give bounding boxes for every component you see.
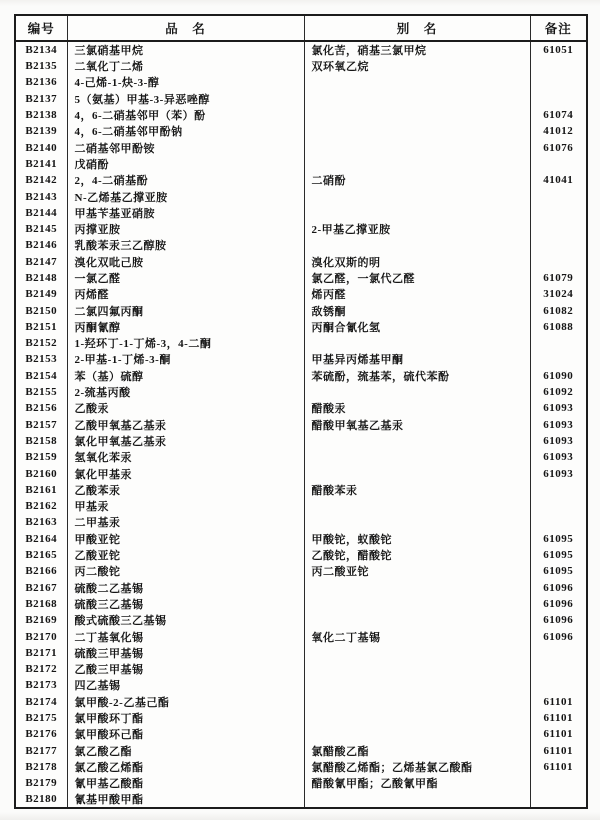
row-name: 乙酸亚铊 (67, 547, 304, 563)
table-row (15, 351, 587, 367)
row-remark (530, 791, 587, 808)
row-code: B2139 (25, 125, 58, 138)
row-name: 氰甲基乙酸酯 (67, 775, 304, 791)
row-alias: 乙酸铊，醋酸铊 (304, 547, 530, 563)
row-code: B2163 (25, 516, 58, 529)
table-row (15, 319, 587, 335)
row-code: B2143 (25, 190, 58, 203)
row-alias (304, 498, 530, 514)
row-name: 氰基甲酸甲酯 (67, 791, 304, 808)
header-row (15, 15, 587, 41)
row-remark (530, 661, 587, 677)
row-alias: 2-甲基乙撑亚胺 (304, 221, 530, 237)
row-code: B2176 (25, 728, 58, 741)
table-row (15, 661, 587, 677)
row-code: B2141 (25, 157, 58, 170)
row-name: 甲酸亚铊 (67, 531, 304, 547)
row-name: 4-己烯-1-炔-3-醇 (67, 74, 304, 90)
row-name: 1-羟环丁-1-丁烯-3，4-二酮 (67, 335, 304, 351)
table-row (15, 547, 587, 563)
row-alias: 氧化二丁基锡 (304, 628, 530, 644)
row-name: 硫酸二乙基锡 (67, 580, 304, 596)
row-remark: 61101 (530, 710, 587, 726)
table-row (15, 58, 587, 74)
table-row (15, 123, 587, 139)
row-alias: 烯丙醛 (304, 286, 530, 302)
row-alias (304, 188, 530, 204)
row-name: 氯甲酸环己酯 (67, 726, 304, 742)
row-remark (530, 91, 587, 107)
row-alias (304, 156, 530, 172)
row-remark (530, 254, 587, 270)
table-row (15, 563, 587, 579)
table-row (15, 91, 587, 107)
chemicals-table (14, 14, 588, 809)
row-code: B2157 (25, 418, 58, 431)
row-alias (304, 237, 530, 253)
row-code: B2140 (25, 141, 58, 154)
table-row (15, 531, 587, 547)
row-code: B2162 (25, 500, 58, 513)
row-alias: 氯乙醛，一氯代乙醛 (304, 270, 530, 286)
row-alias (304, 449, 530, 465)
row-remark: 61093 (530, 465, 587, 481)
row-remark: 61076 (530, 139, 587, 155)
table-header (15, 15, 587, 41)
table-row (15, 694, 587, 710)
row-code: B2153 (25, 353, 58, 366)
row-name: 丙撑亚胺 (67, 221, 304, 237)
table-row (15, 270, 587, 286)
row-remark (530, 498, 587, 514)
table-row (15, 237, 587, 253)
row-name: 氯甲酸环丁酯 (67, 710, 304, 726)
row-code: B2161 (25, 483, 58, 496)
row-remark: 41041 (530, 172, 587, 188)
row-name: 一氯乙醛 (67, 270, 304, 286)
row-code: B2147 (25, 255, 58, 268)
row-name: 硫酸三乙基锡 (67, 596, 304, 612)
table-row (15, 335, 587, 351)
row-remark (530, 645, 587, 661)
row-alias (304, 384, 530, 400)
row-alias: 敌锈酮 (304, 302, 530, 318)
row-name: 乙酸三甲基锡 (67, 661, 304, 677)
row-name: 氯甲酸-2-乙基己酯 (67, 694, 304, 710)
row-code: B2145 (25, 223, 58, 236)
table-row (15, 710, 587, 726)
row-code: B2175 (25, 712, 58, 725)
table-row (15, 139, 587, 155)
row-remark: 61101 (530, 759, 587, 775)
row-alias: 甲酸铊，蚁酸铊 (304, 531, 530, 547)
row-code: B2165 (25, 549, 58, 562)
row-remark: 61096 (530, 628, 587, 644)
row-code: B2179 (25, 777, 58, 790)
row-alias: 醋酸甲氧基乙基汞 (304, 417, 530, 433)
table-row (15, 433, 587, 449)
row-name: 氯化甲氧基乙基汞 (67, 433, 304, 449)
row-name: 丙二酸铊 (67, 563, 304, 579)
row-code: B2169 (25, 614, 58, 627)
row-remark (530, 775, 587, 791)
table-row (15, 465, 587, 481)
table-row (15, 221, 587, 237)
row-code: B2134 (25, 44, 58, 56)
row-remark: 61093 (530, 417, 587, 433)
row-name: 乙酸苯汞 (67, 482, 304, 498)
table-row (15, 791, 587, 808)
row-remark (530, 237, 587, 253)
row-alias: 苯硫酚，巯基苯，硫代苯酚 (304, 368, 530, 384)
row-remark: 61090 (530, 368, 587, 384)
row-alias: 丙二酸亚铊 (304, 563, 530, 579)
row-remark: 61093 (530, 449, 587, 465)
row-alias (304, 710, 530, 726)
row-remark: 61082 (530, 302, 587, 318)
row-code: B2172 (25, 663, 58, 676)
row-remark (530, 188, 587, 204)
row-name: 乳酸苯汞三乙醇胺 (67, 237, 304, 253)
row-remark (530, 58, 587, 74)
row-remark (530, 156, 587, 172)
row-name: 氯化甲基汞 (67, 465, 304, 481)
row-alias (304, 580, 530, 596)
row-name: 5（氨基）甲基-3-异恶唑醇 (67, 91, 304, 107)
table-row (15, 188, 587, 204)
row-name: 氯乙酸乙酯 (67, 742, 304, 758)
row-remark (530, 221, 587, 237)
table-row (15, 449, 587, 465)
row-alias: 甲基异丙烯基甲酮 (304, 351, 530, 367)
table-row (15, 498, 587, 514)
row-code: B2166 (25, 565, 58, 578)
row-code: B2136 (25, 76, 58, 89)
table-row (15, 254, 587, 270)
row-name: N-乙烯基乙撑亚胺 (67, 188, 304, 204)
table-body (15, 41, 587, 808)
row-alias (304, 74, 530, 90)
row-alias: 丙酮合氰化氢 (304, 319, 530, 335)
row-alias: 二硝酚 (304, 172, 530, 188)
row-remark: 61079 (530, 270, 587, 286)
row-code: B2151 (25, 320, 58, 333)
row-remark (530, 677, 587, 693)
row-name: 2，4-二硝基酚 (67, 172, 304, 188)
row-alias: 溴化双斯的明 (304, 254, 530, 270)
row-code: B2174 (25, 695, 58, 708)
row-name: 丙烯醛 (67, 286, 304, 302)
row-remark: 41012 (530, 123, 587, 139)
table-row (15, 775, 587, 791)
table-row (15, 41, 587, 58)
row-remark: 31024 (530, 286, 587, 302)
row-name: 甲基汞 (67, 498, 304, 514)
row-code: B2154 (25, 369, 58, 382)
table-row (15, 482, 587, 498)
table-row (15, 417, 587, 433)
row-alias (304, 433, 530, 449)
row-name: 2-甲基-1-丁烯-3-酮 (67, 351, 304, 367)
row-name: 2-巯基丙酸 (67, 384, 304, 400)
row-code: B2138 (25, 109, 58, 122)
table-row (15, 726, 587, 742)
table-row (15, 302, 587, 318)
col-header-name: 品 名 (67, 15, 304, 41)
row-code: B2149 (25, 288, 58, 301)
row-name: 四乙基锡 (67, 677, 304, 693)
table-row (15, 628, 587, 644)
row-remark: 61092 (530, 384, 587, 400)
row-remark (530, 205, 587, 221)
table-row (15, 645, 587, 661)
row-code: B2178 (25, 760, 58, 773)
row-name: 4，6-二硝基邻甲（苯）酚 (67, 107, 304, 123)
row-name: 酸式硫酸三乙基锡 (67, 612, 304, 628)
row-name: 氢氧化苯汞 (67, 449, 304, 465)
table-row (15, 612, 587, 628)
row-remark (530, 514, 587, 530)
table-row (15, 759, 587, 775)
row-code: B2156 (25, 402, 58, 415)
row-alias (304, 694, 530, 710)
row-alias (304, 791, 530, 808)
row-code: B2148 (25, 272, 58, 284)
row-remark (530, 482, 587, 498)
row-remark: 61101 (530, 742, 587, 758)
row-alias (304, 514, 530, 530)
table-row (15, 172, 587, 188)
table-row (15, 205, 587, 221)
row-alias (304, 596, 530, 612)
table-row (15, 74, 587, 90)
row-alias: 氯化苦，硝基三氯甲烷 (304, 41, 530, 58)
row-code: B2170 (25, 630, 58, 643)
row-code: B2155 (25, 386, 58, 399)
row-remark: 61088 (530, 319, 587, 335)
row-alias: 氯醋酸乙酯 (304, 742, 530, 758)
row-remark (530, 74, 587, 90)
row-name: 乙酸汞 (67, 400, 304, 416)
row-code: B2135 (25, 60, 58, 73)
row-code: B2146 (25, 239, 58, 252)
row-remark: 61051 (530, 41, 587, 58)
row-alias (304, 726, 530, 742)
row-name: 二丁基氧化锡 (67, 628, 304, 644)
row-name: 三氯硝基甲烷 (67, 41, 304, 58)
row-code: B2167 (25, 581, 58, 594)
row-alias (304, 661, 530, 677)
row-name: 溴化双吡己胺 (67, 254, 304, 270)
row-remark: 61096 (530, 596, 587, 612)
row-alias: 双环氧乙烷 (304, 58, 530, 74)
row-name: 氯乙酸乙烯酯 (67, 759, 304, 775)
table-row (15, 107, 587, 123)
row-remark (530, 335, 587, 351)
table-row (15, 742, 587, 758)
table-row (15, 384, 587, 400)
row-name: 苯（基）硫醇 (67, 368, 304, 384)
table-row (15, 514, 587, 530)
row-name: 乙酸甲氧基乙基汞 (67, 417, 304, 433)
row-remark: 61095 (530, 547, 587, 563)
row-alias: 氯醋酸乙烯酯；乙烯基氯乙酸酯 (304, 759, 530, 775)
row-code: B2144 (25, 206, 58, 219)
row-code: B2171 (25, 646, 58, 659)
col-header-alias: 别 名 (304, 15, 530, 41)
row-alias: 醋酸氰甲酯；乙酸氰甲酯 (304, 775, 530, 791)
row-alias (304, 677, 530, 693)
row-code: B2173 (25, 679, 58, 692)
row-alias (304, 123, 530, 139)
col-header-remark: 备注 (530, 15, 587, 41)
row-code: B2168 (25, 597, 58, 610)
row-code: B2150 (25, 304, 58, 317)
row-code: B2152 (25, 337, 58, 350)
row-alias (304, 205, 530, 221)
row-remark: 61095 (530, 563, 587, 579)
table-row (15, 596, 587, 612)
row-alias (304, 465, 530, 481)
table-row (15, 156, 587, 172)
table-row (15, 580, 587, 596)
row-alias (304, 91, 530, 107)
row-name: 二氧化丁二烯 (67, 58, 304, 74)
row-alias (304, 107, 530, 123)
row-name: 硫酸三甲基锡 (67, 645, 304, 661)
row-name: 甲基苄基亚硝胺 (67, 205, 304, 221)
row-code: B2137 (25, 92, 58, 105)
row-remark: 61101 (530, 694, 587, 710)
row-code: B2177 (25, 744, 58, 757)
row-name: 戊硝酚 (67, 156, 304, 172)
table-row (15, 677, 587, 693)
row-remark: 61101 (530, 726, 587, 742)
row-code: B2160 (25, 467, 58, 480)
row-name: 4，6-二硝基邻甲酚钠 (67, 123, 304, 139)
row-alias (304, 612, 530, 628)
table-row (15, 368, 587, 384)
row-remark (530, 351, 587, 367)
row-code: B2159 (25, 451, 58, 464)
row-remark: 61093 (530, 400, 587, 416)
row-code: B2180 (25, 793, 58, 806)
row-alias (304, 645, 530, 661)
row-remark: 61095 (530, 531, 587, 547)
row-alias (304, 335, 530, 351)
table-row (15, 286, 587, 302)
row-remark: 61096 (530, 580, 587, 596)
row-code: B2164 (25, 532, 58, 545)
row-code: B2142 (25, 174, 58, 187)
row-code: B2158 (25, 434, 58, 447)
row-remark: 61096 (530, 612, 587, 628)
row-remark: 61093 (530, 433, 587, 449)
row-alias: 醋酸苯汞 (304, 482, 530, 498)
row-alias: 醋酸汞 (304, 400, 530, 416)
row-name: 二硝基邻甲酚铵 (67, 139, 304, 155)
row-name: 丙酮氰醇 (67, 319, 304, 335)
row-name: 二氯四氟丙酮 (67, 302, 304, 318)
table-row (15, 400, 587, 416)
col-header-code: 编号 (15, 15, 67, 41)
row-remark: 61074 (530, 107, 587, 123)
row-alias (304, 139, 530, 155)
row-name: 二甲基汞 (67, 514, 304, 530)
